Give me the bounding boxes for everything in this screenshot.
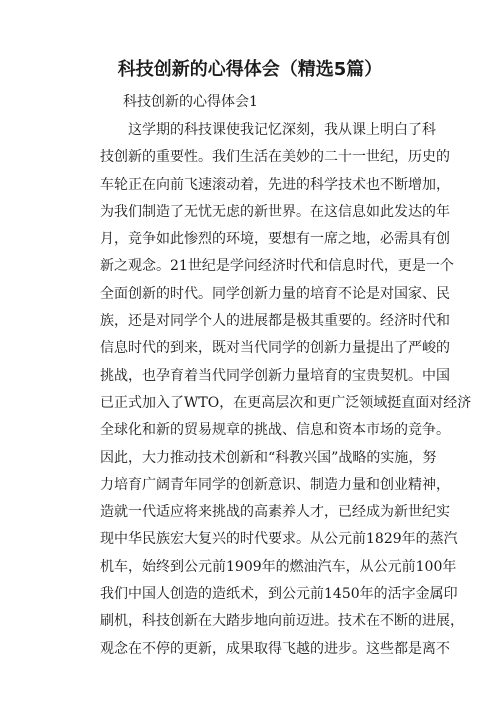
document-title: 科技创新的心得体会（精选5篇）: [117, 59, 383, 80]
text-line: 全面创新的时代。同学创新力量的培育不论是对国家、民: [100, 285, 450, 302]
text-line: 信息时代的到来，既对当代同学的创新力量提出了严峻的: [100, 340, 450, 357]
text-line: 全球化和新的贸易规章的挑战、信息和资本市场的竞争。: [100, 422, 450, 439]
text-line: 我们中国人创造的造纸术，到公元前1450年的活字金属印: [100, 586, 458, 603]
text-line: 技创新的重要性。我们生活在美妙的二十一世纪，历史的: [100, 149, 450, 166]
text-line: 观念在不停的更新，成果取得飞越的进步。这些都是离不: [100, 640, 450, 657]
body-text: [100, 117, 472, 663]
text-line: 已正式加入了WTO，在更高层次和更广泛领域挺直面对经济: [100, 394, 472, 411]
text-line: 机车，始终到公元前1909年的燃油汽车，从公元前100年: [100, 558, 457, 575]
text-line: 因此，大力推动技术创新和“科教兴国”战略的实施，努: [100, 449, 437, 466]
text-line: 新之观念。21世纪是学问经济时代和信息时代，更是一个: [100, 258, 454, 275]
text-line: 车轮正在向前飞速滚动着，先进的科学技术也不断增加，: [100, 176, 450, 193]
text-line: 造就一代适应将来挑战的高素养人才，已经成为新世纪实: [100, 504, 450, 521]
text-line: 力培育广阔青年同学的创新意识、制造力量和创业精神，: [100, 476, 450, 493]
text-line: 挑战，也孕育着当代同学创新力量培育的宝贵契机。中国: [100, 367, 450, 384]
section-heading: 科技创新的心得体会1: [123, 94, 258, 110]
text-line: 族，还是对同学个人的进展都是极其重要的。经济时代和: [100, 313, 450, 330]
text-line: 这学期的科技课使我记忆深刻，我从课上明白了科: [128, 122, 436, 138]
text-line: 刷机，科技创新在大踏步地向前迈进。技术在不断的进展，: [100, 613, 464, 630]
text-line: 现中华民族宏大复兴的时代要求。从公元前1829年的蒸汽: [100, 531, 458, 548]
text-line: 为我们制造了无忧无虑的新世界。在这信息如此发达的年: [100, 203, 450, 220]
text-line: 月，竞争如此惨烈的环境，要想有一席之地，必需具有创: [100, 231, 450, 248]
